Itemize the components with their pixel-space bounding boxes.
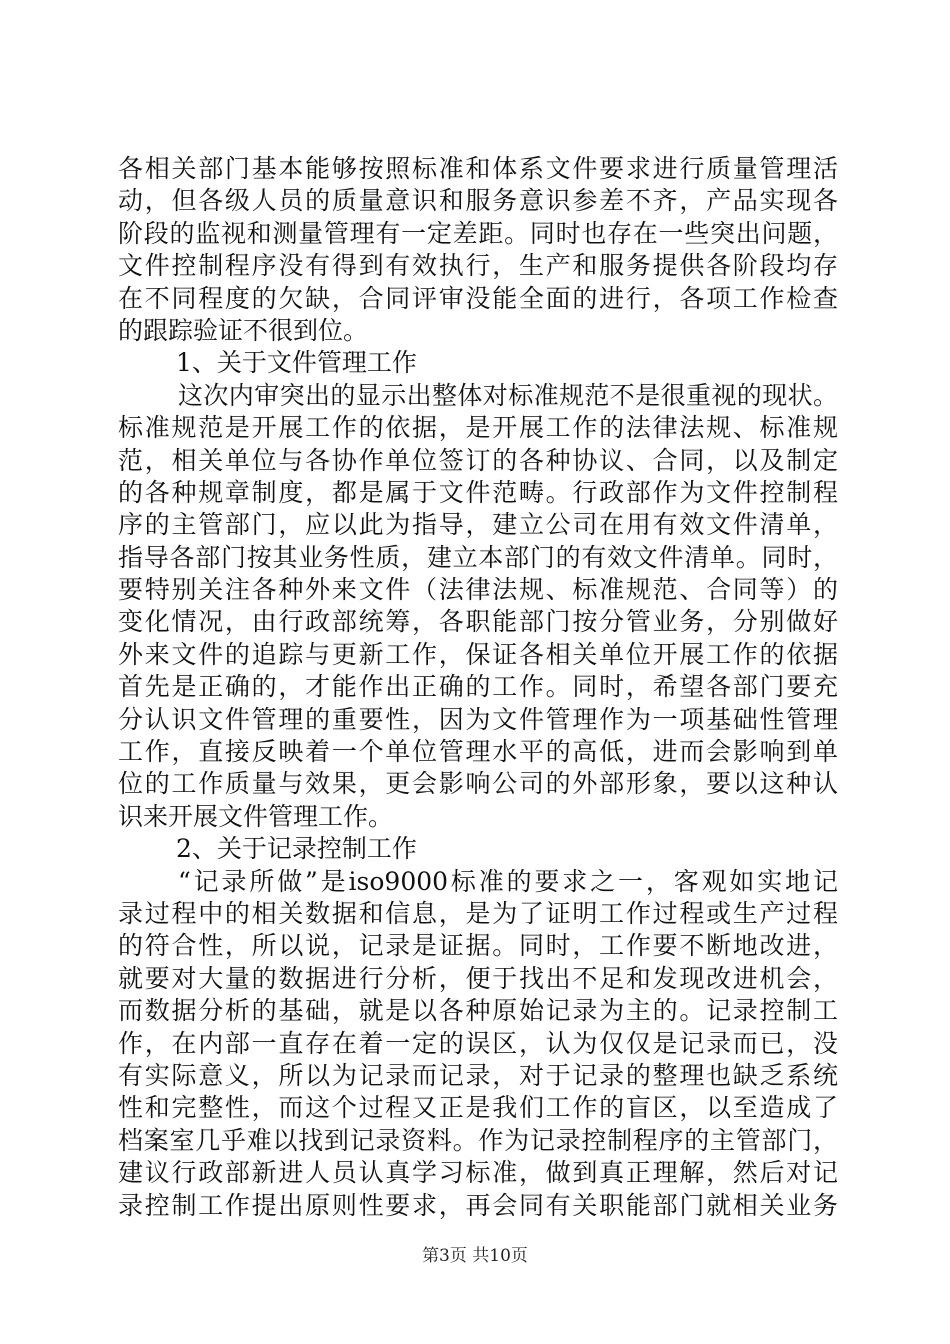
text-line: 的跟踪验证不很到位。 <box>118 315 369 345</box>
text-line: 阶段的监视和测量管理有一定差距。同时也存在一些突出问题， <box>118 218 838 248</box>
section-heading: 2、关于记录控制工作 <box>176 834 417 864</box>
text-line: 性和完整性，而这个过程又正是我们工作的盲区，以至造成了 <box>118 1093 838 1123</box>
text-line: 建议行政部新进人员认真学习标准，做到真正理解，然后对记 <box>118 1158 838 1188</box>
text-line: 的符合性，所以说，记录是证据。同时，工作要不断地改进， <box>118 931 838 961</box>
text-line: 识来开展文件管理工作。 <box>118 801 394 831</box>
text-line: 就要对大量的数据进行分析，便于找出不足和发现改进机会， <box>118 963 838 993</box>
text-line: 指导各部门按其业务性质，建立本部门的有效文件清单。同时， <box>118 542 838 572</box>
paragraph-first-line: 这次内审突出的显示出整体对标准规范不是很重视的现状。 <box>178 380 838 410</box>
section-heading: 1、关于文件管理工作 <box>176 348 417 378</box>
text-line: 作，在内部一直存在着一定的误区，认为仅仅是记录而已，没 <box>118 1028 838 1058</box>
text-line: 序的主管部门，应以此为指导，建立公司在用有效文件清单， <box>118 510 838 540</box>
text-line: 各相关部门基本能够按照标准和体系文件要求进行质量管理活 <box>118 154 838 183</box>
text-line: 位的工作质量与效果，更会影响公司的外部形象，要以这种认 <box>118 769 838 799</box>
text-line: 文件控制程序没有得到有效执行，生产和服务提供各阶段均存 <box>118 251 838 281</box>
document-body <box>118 153 838 1222</box>
text-line: 有实际意义，所以为记录而记录，对于记录的整理也缺乏系统 <box>118 1060 838 1090</box>
text-line: 要特别关注各种外来文件（法律法规、标准规范、合同等）的 <box>118 575 838 605</box>
text-line: 录控制工作提出原则性要求，再会同有关职能部门就相关业务 <box>118 1190 838 1220</box>
text-line: 工作，直接反映着一个单位管理水平的高低，进而会影响到单 <box>118 737 838 767</box>
text-line: 录过程中的相关数据和信息，是为了证明工作过程或生产过程 <box>118 898 838 928</box>
text-line: 范，相关单位与各协作单位签订的各种协议、合同，以及制定 <box>118 445 838 475</box>
text-line: 外来文件的追踪与更新工作，保证各相关单位开展工作的依据 <box>118 639 838 669</box>
text-line: 的各种规章制度，都是属于文件范畴。行政部作为文件控制程 <box>118 477 838 507</box>
text-line: 档案室几乎难以找到记录资料。作为记录控制程序的主管部门， <box>118 1125 838 1155</box>
text-line: 分认识文件管理的重要性，因为文件管理作为一项基础性管理 <box>118 704 838 734</box>
paragraph-first-line: “记录所做”是iso9000标准的要求之一，客观如实地记 <box>178 866 838 896</box>
text-line: 变化情况，由行政部统筹，各职能部门按分管业务，分别做好 <box>118 607 838 637</box>
text-line: 首先是正确的，才能作出正确的工作。同时，希望各部门要充 <box>118 672 838 702</box>
text-line: 动，但各级人员的质量意识和服务意识参差不齐，产品实现各 <box>118 186 838 216</box>
text-line: 而数据分析的基础，就是以各种原始记录为主的。记录控制工 <box>118 996 838 1026</box>
page-footer: 第3页 共10页 <box>422 1246 528 1266</box>
text-line: 在不同程度的欠缺，合同评审没能全面的进行，各项工作检查 <box>118 283 838 313</box>
text-line: 标准规范是开展工作的依据，是开展工作的法律法规、标准规 <box>118 413 838 443</box>
